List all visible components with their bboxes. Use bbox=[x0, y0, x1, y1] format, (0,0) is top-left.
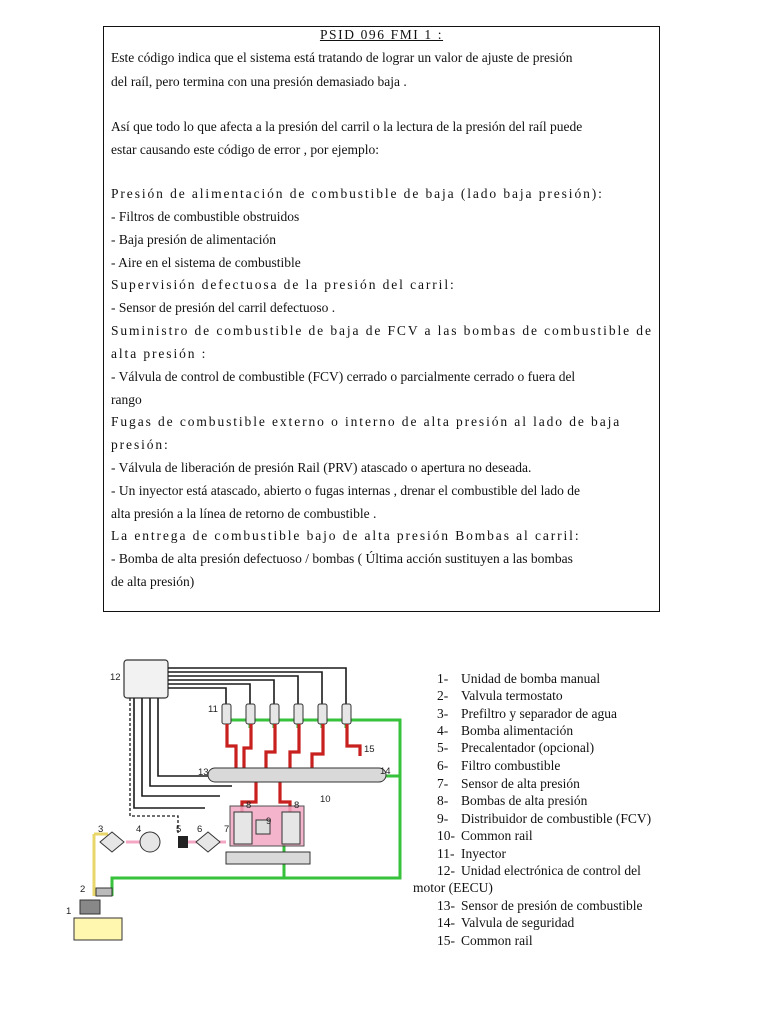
text-line: - Válvula de control de combustible (FCV) cerrado o parcialmente cerrado o fuera del bbox=[111, 369, 576, 384]
legend-item: 12- Unidad electrónica de control del bbox=[437, 863, 641, 878]
label-14: 14 bbox=[380, 766, 391, 777]
text-line: Así que todo lo que afecta a la presión del carril o la lectura de la presión del raíl puede bbox=[111, 119, 583, 134]
fuel-tank bbox=[74, 918, 122, 940]
section-heading: Supervisión defectuosa de la presión del carril: bbox=[111, 277, 456, 292]
legend-item: 9- Distribuidor de combustible (FCV) bbox=[437, 811, 652, 826]
section-heading: La entrega de combustible bajo de alta presión Bombas al carril: bbox=[111, 528, 581, 543]
legend-item: 3- Prefiltro y separador de agua bbox=[437, 706, 617, 721]
section-heading: alta presión : bbox=[111, 346, 208, 361]
text-line: de alta presión) bbox=[111, 574, 195, 589]
legend-item: 13- Sensor de presión de combustible bbox=[437, 898, 643, 913]
label-8a: 8 bbox=[246, 800, 252, 811]
hand-pump bbox=[80, 900, 100, 914]
legend-item: 5- Precalentador (opcional) bbox=[437, 740, 595, 755]
label-2: 2 bbox=[80, 884, 86, 895]
document-title: PSID 096 FMI 1 : bbox=[319, 27, 444, 42]
section-heading: Presión de alimentación de combustible de baja (lado baja presión): bbox=[111, 186, 604, 201]
sensor-wire bbox=[130, 698, 178, 834]
fuel-system-diagram bbox=[60, 656, 410, 956]
label-11: 11 bbox=[208, 704, 218, 715]
legend-item-continued: motor (EECU) bbox=[413, 880, 493, 895]
text-line: - Bomba de alta presión defectuoso / bombas ( Última acción sustituyen a las bombas bbox=[111, 551, 573, 566]
section-heading: Suministro de combustible de baja de FCV a las bombas de combustible de bbox=[111, 323, 653, 338]
text-line: - Válvula de liberación de presión Rail (PRV) atascado o apertura no deseada. bbox=[111, 460, 532, 475]
text-line: estar causando este código de error , por ejemplo: bbox=[111, 142, 380, 157]
text-line: - Sensor de presión del carril defectuoso . bbox=[111, 300, 336, 315]
legend-item: 11- Inyector bbox=[437, 846, 506, 861]
legend-item: 2- Valvula termostato bbox=[437, 688, 563, 703]
legend-item: 14- Valvula de seguridad bbox=[437, 915, 575, 930]
pump-housing bbox=[226, 852, 310, 864]
legend-item: 15- Common rail bbox=[437, 933, 533, 948]
label-9: 9 bbox=[266, 816, 272, 827]
fuel-filter bbox=[196, 832, 220, 852]
label-8b: 8 bbox=[294, 800, 300, 811]
fuel-system-schematic bbox=[60, 656, 410, 956]
label-15: 15 bbox=[364, 744, 375, 755]
label-12: 12 bbox=[110, 672, 121, 683]
text-line: rango bbox=[111, 392, 142, 407]
section-heading: presión: bbox=[111, 437, 170, 452]
text-line: - Un inyector está atascado, abierto o fugas internas , drenar el combustible del lado de bbox=[111, 483, 580, 498]
label-7: 7 bbox=[224, 824, 230, 835]
text-line: Este código indica que el sistema está tratando de lograr un valor de ajuste de presión bbox=[111, 50, 573, 65]
legend-item: 1- Unidad de bomba manual bbox=[437, 671, 601, 686]
label-6: 6 bbox=[197, 824, 203, 835]
common-rail bbox=[208, 768, 386, 782]
legend-item: 6- Filtro combustible bbox=[437, 758, 561, 773]
diagnostic-text-box bbox=[103, 26, 660, 612]
label-1: 1 bbox=[66, 906, 72, 917]
preheater bbox=[178, 836, 188, 848]
text-line: - Aire en el sistema de combustible bbox=[111, 255, 301, 270]
ecu-unit bbox=[124, 660, 168, 698]
pump-piston bbox=[234, 812, 252, 844]
label-4: 4 bbox=[136, 824, 142, 835]
section-heading: Fugas de combustible externo o interno de alta presión al lado de baja bbox=[111, 414, 622, 429]
legend-item: 4- Bomba alimentación bbox=[437, 723, 574, 738]
text-line: alta presión a la línea de retorno de combustible . bbox=[111, 506, 377, 521]
text-line: - Baja presión de alimentación bbox=[111, 232, 276, 247]
label-5: 5 bbox=[176, 824, 182, 835]
label-13: 13 bbox=[198, 767, 209, 778]
text-line: - Filtros de combustible obstruidos bbox=[111, 209, 300, 224]
label-3: 3 bbox=[98, 824, 104, 835]
legend-item: 10- Common rail bbox=[437, 828, 533, 843]
pump-piston bbox=[282, 812, 300, 844]
thermostat-valve bbox=[96, 888, 112, 896]
legend-item: 8- Bombas de alta presión bbox=[437, 793, 588, 808]
feed-pump bbox=[140, 832, 160, 852]
legend-item: 7- Sensor de alta presión bbox=[437, 776, 580, 791]
text-line: del raíl, pero termina con una presión demasiado baja . bbox=[111, 74, 407, 89]
label-10: 10 bbox=[320, 794, 331, 805]
